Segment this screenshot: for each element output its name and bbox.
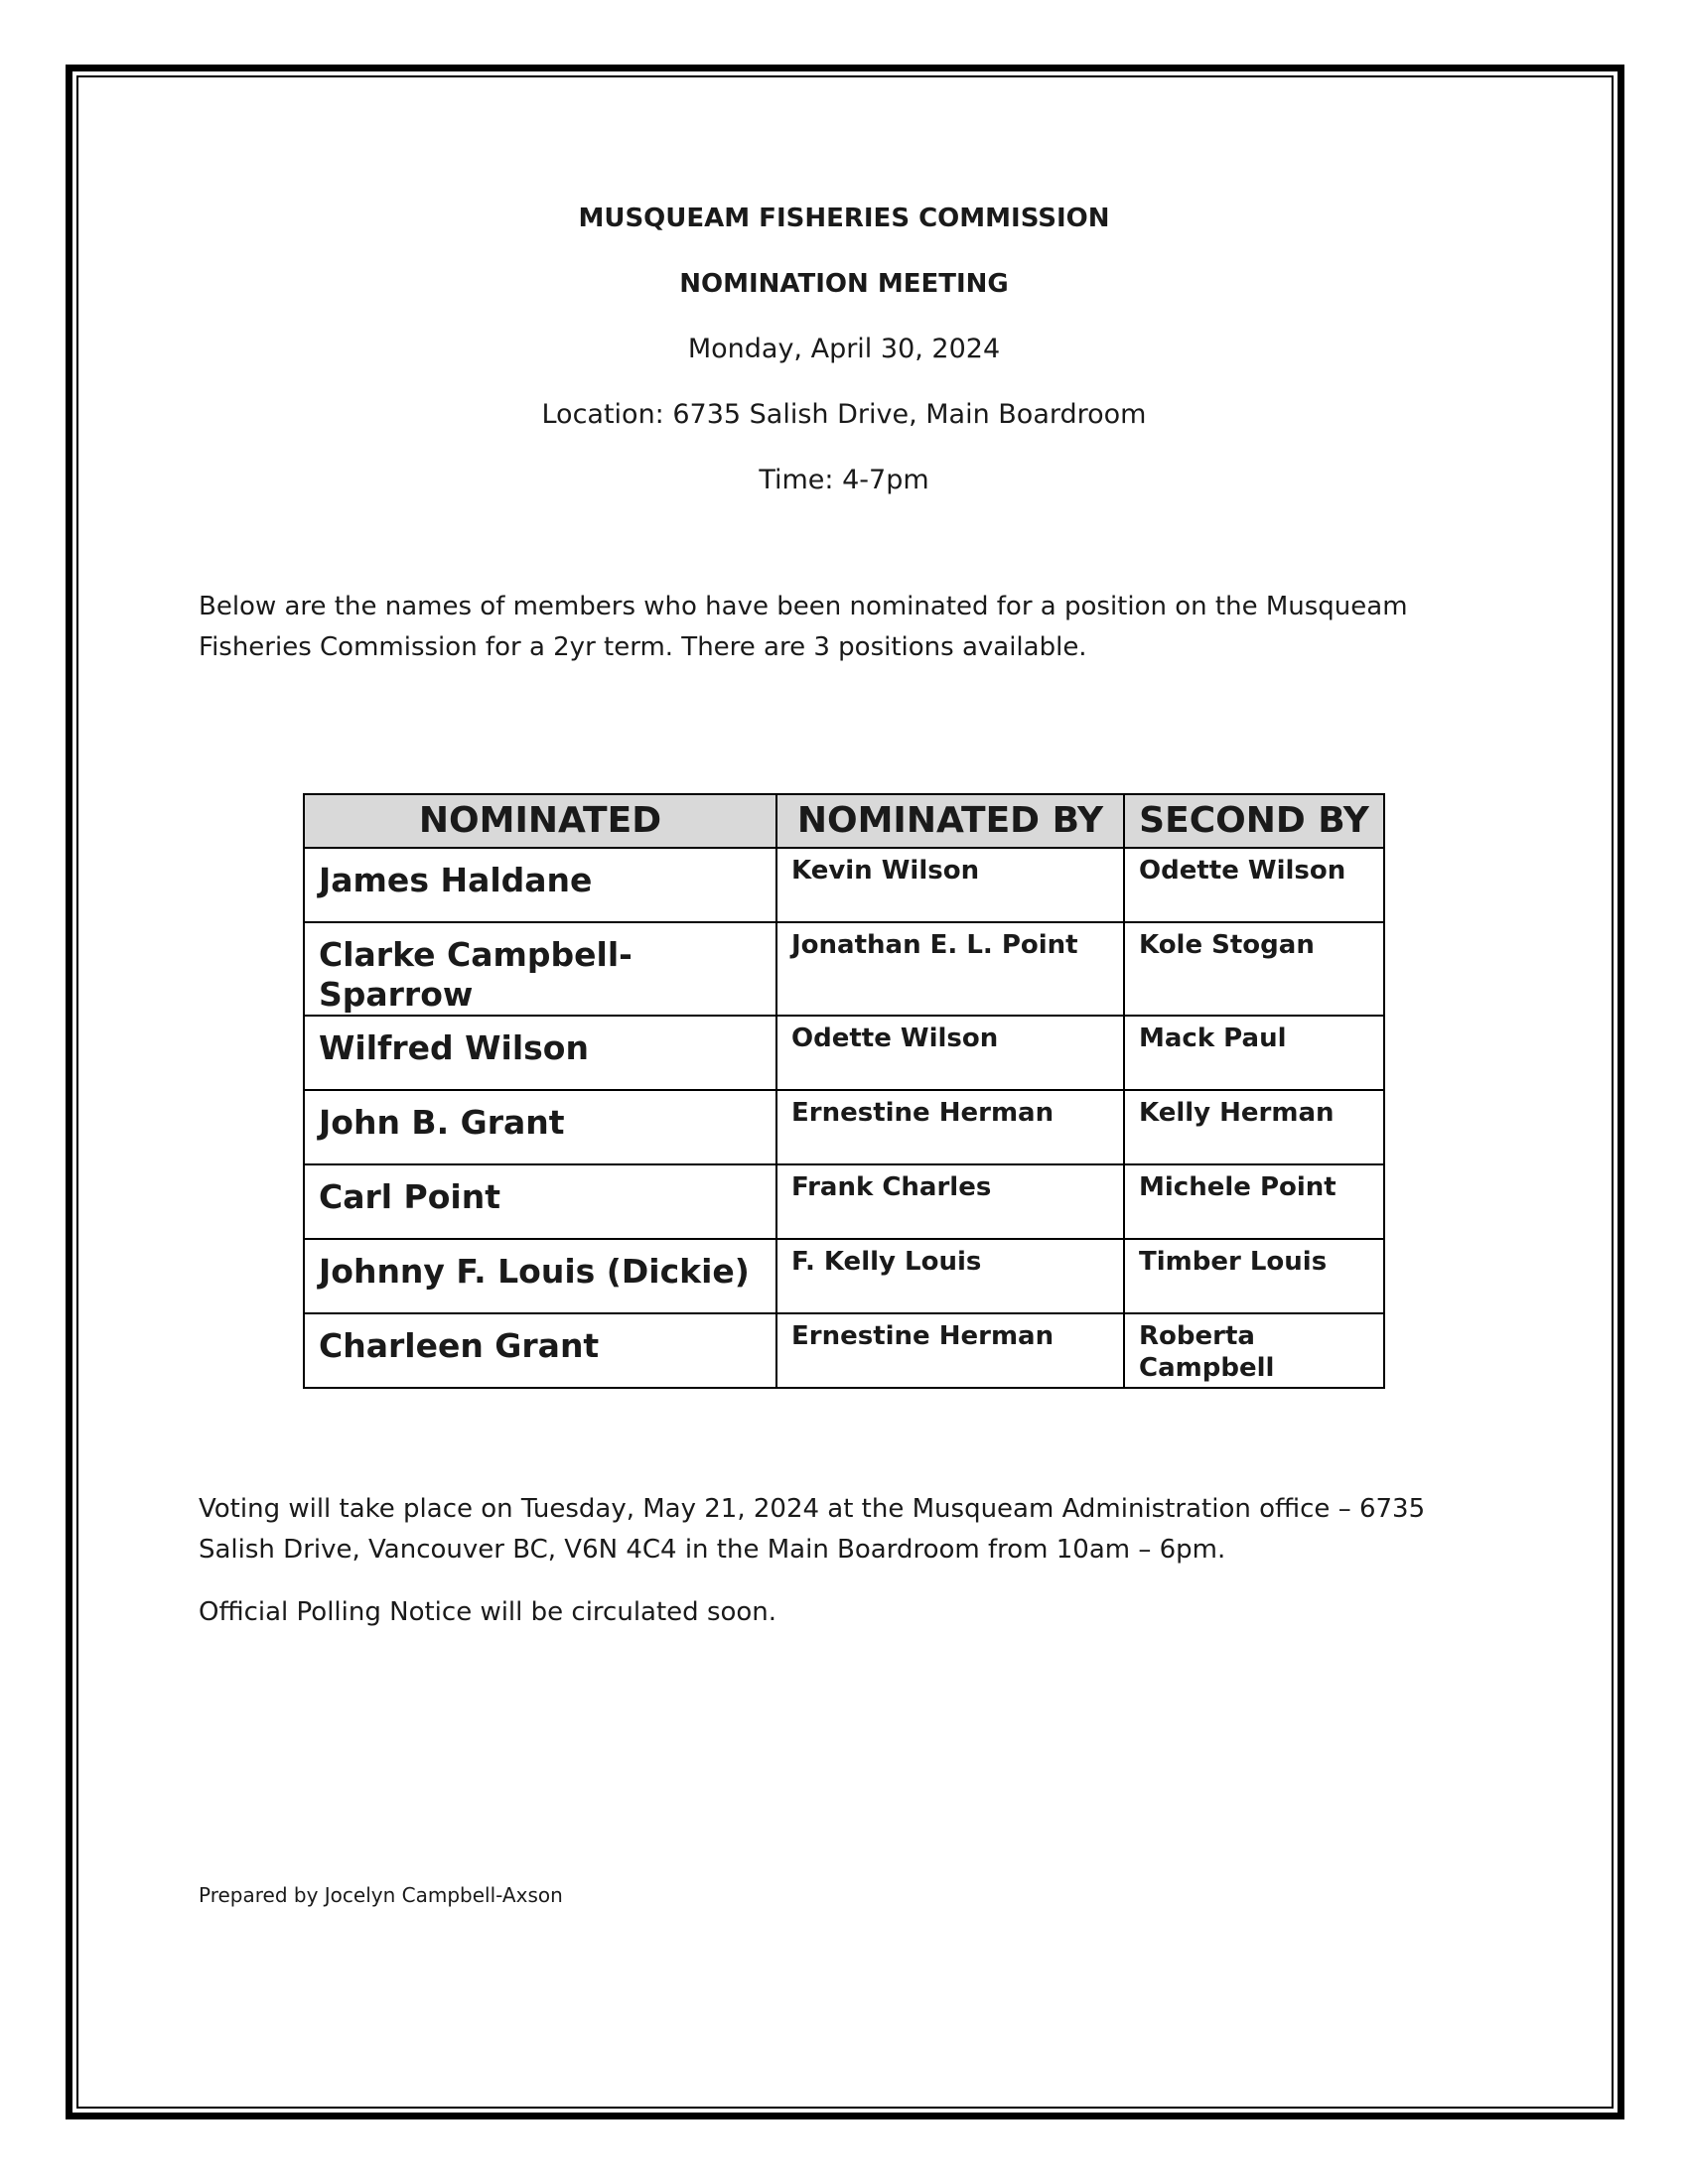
- nominated-by: Frank Charles: [776, 1164, 1124, 1239]
- second-by: Mack Paul: [1124, 1016, 1384, 1090]
- nominations-table: [303, 793, 1385, 1389]
- meeting-title: NOMINATION MEETING: [679, 269, 1009, 299]
- nominee-name: Johnny F. Louis (Dickie): [304, 1239, 776, 1313]
- nominee-name: Charleen Grant: [304, 1313, 776, 1388]
- header-nominated-by: NOMINATED BY: [776, 794, 1124, 848]
- table-row: [304, 922, 1384, 1016]
- organization-title: MUSQUEAM FISHERIES COMMISSION: [578, 204, 1110, 233]
- meeting-location: Location: 6735 Salish Drive, Main Boardroom: [541, 399, 1147, 430]
- nominated-by: Ernestine Herman: [776, 1090, 1124, 1164]
- header-nominated: NOMINATED: [304, 794, 776, 848]
- nominated-by: F. Kelly Louis: [776, 1239, 1124, 1313]
- second-by: Michele Point: [1124, 1164, 1384, 1239]
- second-by: Roberta Campbell: [1124, 1313, 1384, 1388]
- voting-paragraph: [199, 1489, 1509, 1570]
- second-by: Kelly Herman: [1124, 1090, 1384, 1164]
- nominee-name: Carl Point: [304, 1164, 776, 1239]
- table-header-row: [304, 794, 1384, 848]
- nominated-by: Kevin Wilson: [776, 848, 1124, 922]
- nominee-name: James Haldane: [304, 848, 776, 922]
- intro-paragraph: [199, 587, 1509, 668]
- nominated-by: Ernestine Herman: [776, 1313, 1124, 1388]
- nominee-name: John B. Grant: [304, 1090, 776, 1164]
- second-by: Odette Wilson: [1124, 848, 1384, 922]
- header-second-by: SECOND BY: [1124, 794, 1384, 848]
- nominated-by: Jonathan E. L. Point: [776, 922, 1124, 1016]
- prepared-by: Prepared by Jocelyn Campbell-Axson: [199, 1883, 563, 1907]
- voting-text: Voting will take place on Tuesday, May 21, 2024 at the Musqueam Administration office – 6735 Salish Drive, Vancouver BC, V6N 4C4 in the Main Boardroom from 10am – 6pm.: [199, 1494, 1426, 1565]
- meeting-time: Time: 4-7pm: [759, 465, 929, 495]
- table-row: [304, 848, 1384, 922]
- table-row: [304, 1239, 1384, 1313]
- nominee-name: Clarke Campbell-Sparrow: [304, 922, 776, 1016]
- polling-notice-paragraph: [199, 1592, 1509, 1633]
- intro-text: Below are the names of members who have been nominated for a position on the Musqueam Fisheries Commission for a 2yr term. There are 3 positions available.: [199, 592, 1408, 662]
- second-by: Timber Louis: [1124, 1239, 1384, 1313]
- second-by: Kole Stogan: [1124, 922, 1384, 1016]
- polling-notice-text: Official Polling Notice will be circulated soon.: [199, 1597, 777, 1627]
- nominated-by: Odette Wilson: [776, 1016, 1124, 1090]
- nominee-name: Wilfred Wilson: [304, 1016, 776, 1090]
- meeting-date: Monday, April 30, 2024: [687, 334, 1001, 364]
- table-row: [304, 1016, 1384, 1090]
- table-row: [304, 1313, 1384, 1388]
- table-row: [304, 1164, 1384, 1239]
- table-row: [304, 1090, 1384, 1164]
